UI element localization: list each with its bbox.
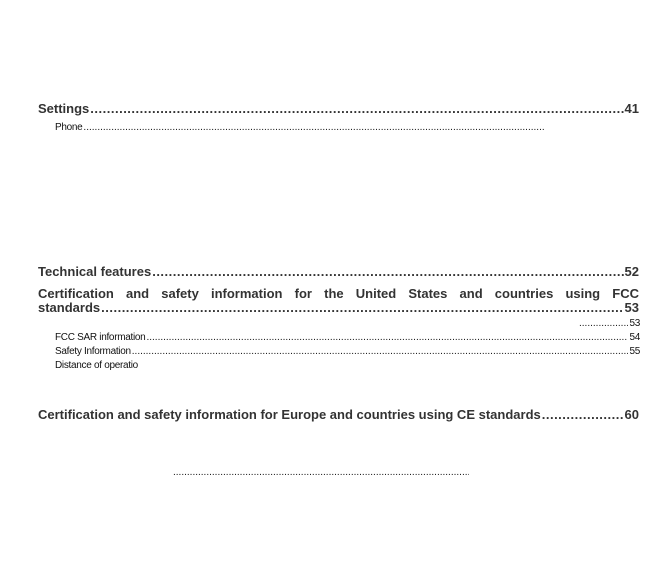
- toc-page-unlabeled: 53: [629, 318, 640, 329]
- toc-label-certification-us-line1[interactable]: Certification and safety information for the United States and countries using FCC: [38, 286, 639, 301]
- toc-leader: [152, 264, 623, 279]
- toc-page-fcc-sar: 54: [629, 332, 640, 343]
- toc-label-settings: Settings: [38, 101, 90, 116]
- toc-entry-safety-information[interactable]: [55, 346, 640, 357]
- toc-label-phone: Phone: [55, 122, 83, 133]
- toc-leader: [83, 122, 544, 133]
- toc-label-safety-information: Safety Information: [55, 346, 131, 357]
- toc-leader: [173, 467, 469, 478]
- toc-entry-unlabeled[interactable]: [578, 318, 640, 329]
- toc-entry-fcc-sar[interactable]: [55, 332, 640, 343]
- toc-page-settings: 41: [624, 101, 639, 116]
- toc-leader: [90, 101, 623, 116]
- toc-leader: [542, 407, 624, 422]
- toc-entry-distance-of-operation[interactable]: [55, 360, 255, 371]
- toc-entry-settings[interactable]: [38, 101, 639, 116]
- toc-label-distance-of-operation: Distance of operatio: [55, 360, 138, 371]
- toc-leader: [579, 318, 628, 329]
- toc-entry-certification-europe[interactable]: [38, 407, 639, 422]
- toc-label-certification-europe: Certification and safety information for Europe and countries using CE standards: [38, 407, 541, 422]
- toc-leader: [101, 300, 623, 315]
- toc-label-technical-features: Technical features: [38, 264, 152, 279]
- toc-entry-certification-us[interactable]: [38, 300, 639, 315]
- toc-page-certification-us: 53: [624, 300, 639, 315]
- toc-page-safety-information: 55: [629, 346, 640, 357]
- toc-leader: [146, 332, 628, 343]
- toc-label-fcc-sar: FCC SAR information: [55, 332, 146, 343]
- toc-label-certification-us-line2: standards: [38, 300, 101, 315]
- toc-entry-technical-features[interactable]: [38, 264, 639, 279]
- toc-page-technical-features: 52: [624, 264, 639, 279]
- toc-entry-phone[interactable]: [55, 122, 545, 133]
- toc-leader: [132, 346, 629, 357]
- toc-leader-fragment: [172, 467, 470, 478]
- toc-page-certification-europe: 60: [624, 407, 639, 422]
